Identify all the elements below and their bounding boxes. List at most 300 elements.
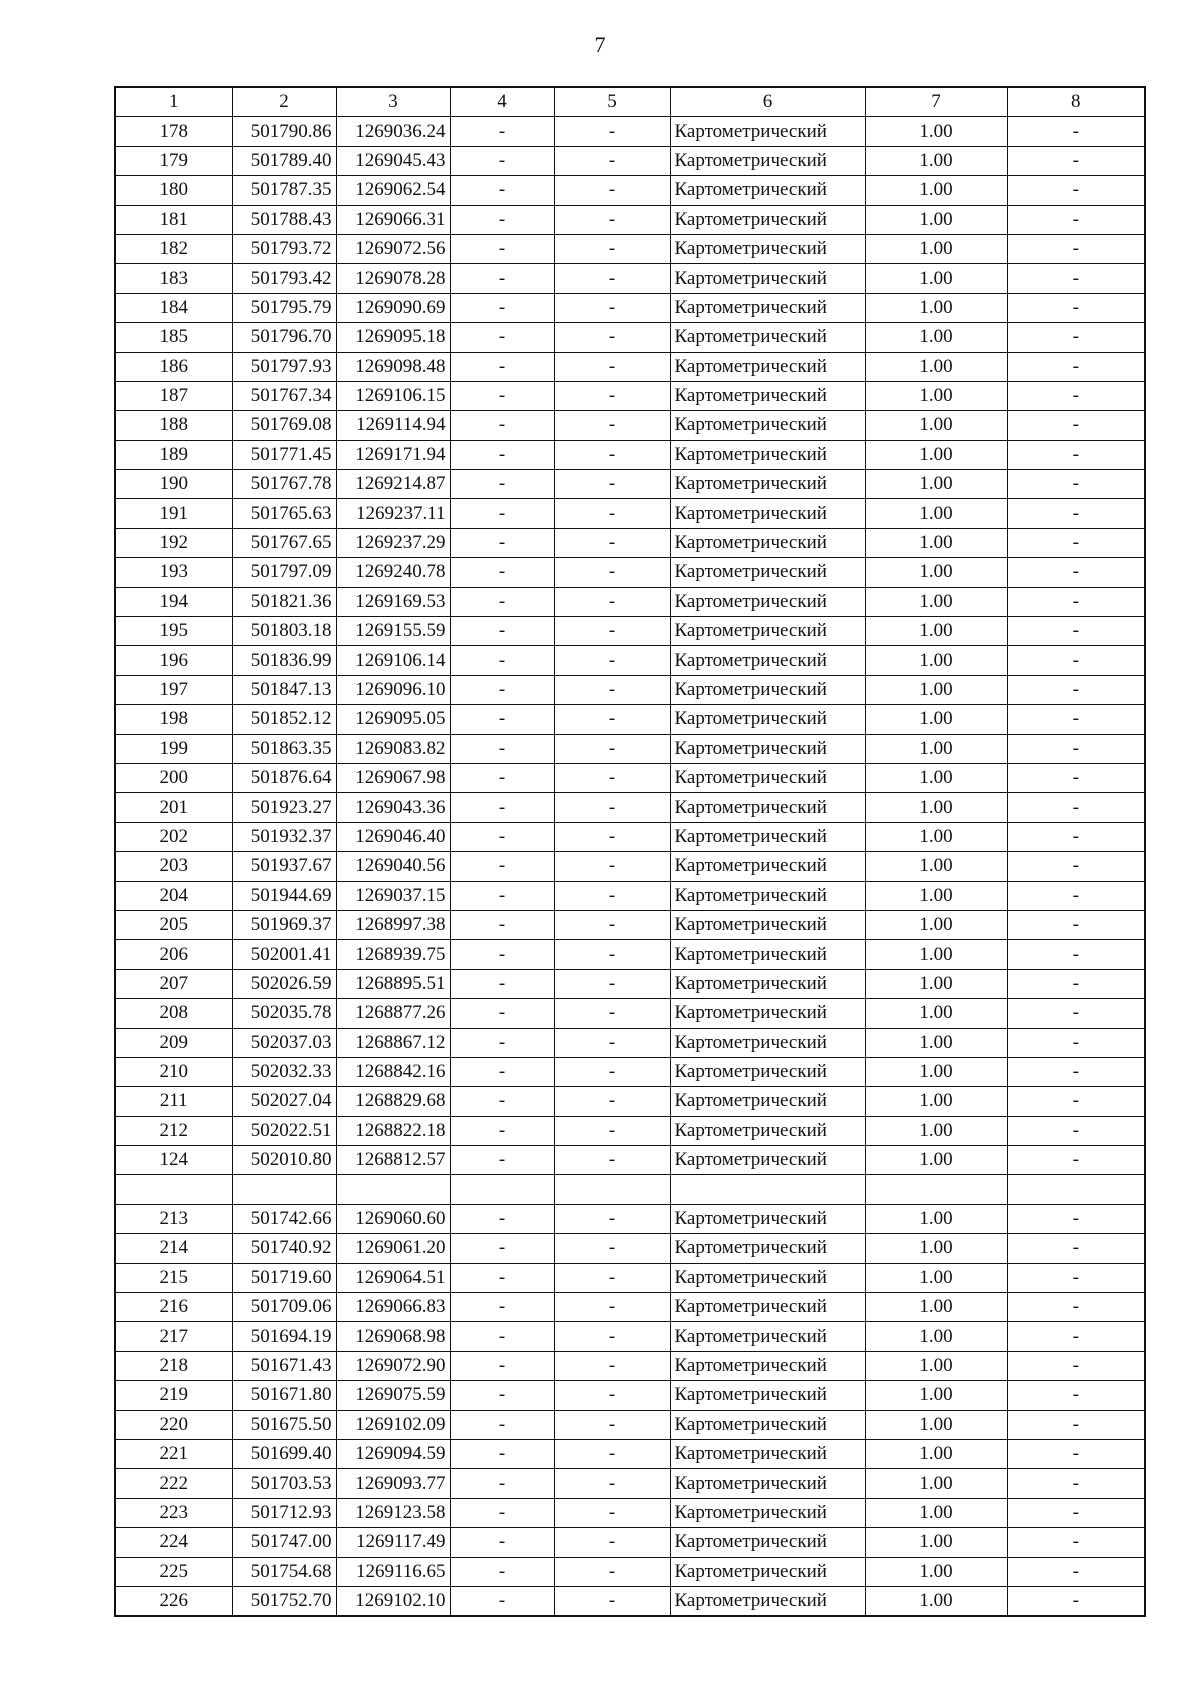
x-coordinate-cell: 501675.50 — [232, 1410, 336, 1439]
column-4-cell: - — [450, 587, 554, 616]
column-8-cell: - — [1007, 763, 1145, 792]
x-coordinate-cell: 501740.92 — [232, 1234, 336, 1263]
column-8-cell: - — [1007, 1410, 1145, 1439]
accuracy-cell: 1.00 — [865, 1439, 1007, 1468]
point-number-cell: 202 — [115, 822, 232, 851]
column-4-cell: - — [450, 881, 554, 910]
point-number-cell: 205 — [115, 910, 232, 939]
method-cell: Картометрический — [670, 822, 865, 851]
x-coordinate-cell: 501796.70 — [232, 323, 336, 352]
x-coordinate-cell: 501923.27 — [232, 793, 336, 822]
x-coordinate-cell: 501797.93 — [232, 352, 336, 381]
table-row — [115, 1351, 1145, 1380]
point-number-cell: 198 — [115, 705, 232, 734]
point-number-cell: 208 — [115, 999, 232, 1028]
column-8-cell: - — [1007, 587, 1145, 616]
column-8-cell: - — [1007, 734, 1145, 763]
accuracy-cell: 1.00 — [865, 793, 1007, 822]
accuracy-cell: 1.00 — [865, 1087, 1007, 1116]
column-4-cell — [450, 1175, 554, 1204]
column-5-cell: - — [554, 264, 670, 293]
point-number-cell: 213 — [115, 1204, 232, 1233]
coordinates-table — [114, 86, 1146, 1617]
column-8-cell: - — [1007, 675, 1145, 704]
table-row — [115, 1586, 1145, 1616]
column-8-cell: - — [1007, 646, 1145, 675]
column-header: 2 — [232, 87, 336, 117]
point-number-cell: 188 — [115, 411, 232, 440]
column-5-cell: - — [554, 352, 670, 381]
column-4-cell: - — [450, 1234, 554, 1263]
column-4-cell: - — [450, 1381, 554, 1410]
accuracy-cell: 1.00 — [865, 1469, 1007, 1498]
method-cell: Картометрический — [670, 323, 865, 352]
column-5-cell: - — [554, 1586, 670, 1616]
table-row — [115, 1557, 1145, 1586]
y-coordinate-cell: 1269093.77 — [336, 1469, 450, 1498]
column-5-cell: - — [554, 1439, 670, 1468]
y-coordinate-cell: 1269096.10 — [336, 675, 450, 704]
column-4-cell: - — [450, 1439, 554, 1468]
column-5-cell: - — [554, 675, 670, 704]
column-8-cell: - — [1007, 234, 1145, 263]
table-row — [115, 528, 1145, 557]
method-cell: Картометрический — [670, 117, 865, 146]
table-row — [115, 1498, 1145, 1527]
column-5-cell: - — [554, 734, 670, 763]
x-coordinate-cell: 501793.42 — [232, 264, 336, 293]
accuracy-cell: 1.00 — [865, 558, 1007, 587]
column-4-cell: - — [450, 352, 554, 381]
accuracy-cell: 1.00 — [865, 1028, 1007, 1057]
y-coordinate-cell: 1269083.82 — [336, 734, 450, 763]
column-4-cell: - — [450, 558, 554, 587]
point-number-cell: 224 — [115, 1528, 232, 1557]
y-coordinate-cell: 1268829.68 — [336, 1087, 450, 1116]
table-row — [115, 587, 1145, 616]
accuracy-cell: 1.00 — [865, 852, 1007, 881]
method-cell: Картометрический — [670, 852, 865, 881]
column-5-cell: - — [554, 1028, 670, 1057]
y-coordinate-cell: 1269061.20 — [336, 1234, 450, 1263]
column-8-cell: - — [1007, 1322, 1145, 1351]
y-coordinate-cell: 1269066.31 — [336, 205, 450, 234]
column-header: 5 — [554, 87, 670, 117]
x-coordinate-cell: 501790.86 — [232, 117, 336, 146]
x-coordinate-cell: 502037.03 — [232, 1028, 336, 1057]
column-4-cell: - — [450, 705, 554, 734]
method-cell: Картометрический — [670, 1586, 865, 1616]
column-8-cell: - — [1007, 146, 1145, 175]
column-4-cell: - — [450, 999, 554, 1028]
y-coordinate-cell: 1269040.56 — [336, 852, 450, 881]
point-number-cell: 210 — [115, 1057, 232, 1086]
column-4-cell: - — [450, 470, 554, 499]
column-8-cell: - — [1007, 1498, 1145, 1527]
accuracy-cell: 1.00 — [865, 1322, 1007, 1351]
point-number-cell: 192 — [115, 528, 232, 557]
table-row — [115, 558, 1145, 587]
method-cell: Картометрический — [670, 1028, 865, 1057]
column-5-cell: - — [554, 1204, 670, 1233]
table-row — [115, 793, 1145, 822]
x-coordinate-cell: 501847.13 — [232, 675, 336, 704]
column-8-cell: - — [1007, 910, 1145, 939]
accuracy-cell: 1.00 — [865, 411, 1007, 440]
method-cell: Картометрический — [670, 587, 865, 616]
column-8-cell: - — [1007, 264, 1145, 293]
x-coordinate-cell: 502027.04 — [232, 1087, 336, 1116]
point-number-cell: 180 — [115, 176, 232, 205]
point-number-cell: 199 — [115, 734, 232, 763]
table-row — [115, 293, 1145, 322]
column-4-cell: - — [450, 146, 554, 175]
column-4-cell: - — [450, 411, 554, 440]
table-row — [115, 1263, 1145, 1292]
y-coordinate-cell: 1269098.48 — [336, 352, 450, 381]
y-coordinate-cell: 1268867.12 — [336, 1028, 450, 1057]
point-number-cell: 186 — [115, 352, 232, 381]
column-8-cell: - — [1007, 1057, 1145, 1086]
x-coordinate-cell: 501747.00 — [232, 1528, 336, 1557]
column-8-cell: - — [1007, 1439, 1145, 1468]
y-coordinate-cell: 1269106.14 — [336, 646, 450, 675]
table-row — [115, 264, 1145, 293]
column-4-cell: - — [450, 1498, 554, 1527]
point-number-cell: 185 — [115, 323, 232, 352]
x-coordinate-cell: 501876.64 — [232, 763, 336, 792]
column-8-cell: - — [1007, 205, 1145, 234]
column-8-cell: - — [1007, 499, 1145, 528]
method-cell: Картометрический — [670, 1351, 865, 1380]
column-5-cell: - — [554, 1498, 670, 1527]
method-cell: Картометрический — [670, 1410, 865, 1439]
x-coordinate-cell: 501767.65 — [232, 528, 336, 557]
column-5-cell: - — [554, 234, 670, 263]
x-coordinate-cell: 501852.12 — [232, 705, 336, 734]
point-number-cell: 124 — [115, 1146, 232, 1175]
column-8-cell: - — [1007, 617, 1145, 646]
method-cell: Картометрический — [670, 1204, 865, 1233]
table-row — [115, 1028, 1145, 1057]
x-coordinate-cell: 502022.51 — [232, 1116, 336, 1145]
column-8-cell: - — [1007, 1146, 1145, 1175]
accuracy-cell: 1.00 — [865, 1586, 1007, 1616]
column-4-cell: - — [450, 940, 554, 969]
method-cell: Картометрический — [670, 734, 865, 763]
table-row — [115, 763, 1145, 792]
point-number-cell: 211 — [115, 1087, 232, 1116]
y-coordinate-cell: 1269090.69 — [336, 293, 450, 322]
method-cell: Картометрический — [670, 176, 865, 205]
column-8-cell: - — [1007, 176, 1145, 205]
column-header: 3 — [336, 87, 450, 117]
column-4-cell: - — [450, 234, 554, 263]
column-4-cell: - — [450, 1351, 554, 1380]
point-number-cell: 200 — [115, 763, 232, 792]
column-8-cell: - — [1007, 528, 1145, 557]
accuracy-cell: 1.00 — [865, 1116, 1007, 1145]
method-cell: Картометрический — [670, 969, 865, 998]
column-4-cell: - — [450, 117, 554, 146]
table-row — [115, 1116, 1145, 1145]
method-cell: Картометрический — [670, 940, 865, 969]
method-cell: Картометрический — [670, 705, 865, 734]
x-coordinate-cell: 501765.63 — [232, 499, 336, 528]
column-5-cell: - — [554, 558, 670, 587]
column-5-cell: - — [554, 411, 670, 440]
column-4-cell: - — [450, 793, 554, 822]
method-cell — [670, 1175, 865, 1204]
method-cell: Картометрический — [670, 1087, 865, 1116]
accuracy-cell: 1.00 — [865, 969, 1007, 998]
table-row — [115, 146, 1145, 175]
column-5-cell: - — [554, 1263, 670, 1292]
y-coordinate-cell: 1269214.87 — [336, 470, 450, 499]
table-row — [115, 1175, 1145, 1204]
point-number-cell: 196 — [115, 646, 232, 675]
column-header: 1 — [115, 87, 232, 117]
column-4-cell: - — [450, 264, 554, 293]
table-row — [115, 499, 1145, 528]
column-8-cell: - — [1007, 1263, 1145, 1292]
table-row — [115, 1381, 1145, 1410]
method-cell: Картометрический — [670, 1057, 865, 1086]
method-cell: Картометрический — [670, 528, 865, 557]
x-coordinate-cell: 501793.72 — [232, 234, 336, 263]
x-coordinate-cell: 501944.69 — [232, 881, 336, 910]
x-coordinate-cell: 501719.60 — [232, 1263, 336, 1292]
accuracy-cell: 1.00 — [865, 822, 1007, 851]
point-number-cell: 197 — [115, 675, 232, 704]
column-8-cell: - — [1007, 117, 1145, 146]
y-coordinate-cell: 1269106.15 — [336, 381, 450, 410]
point-number-cell: 218 — [115, 1351, 232, 1380]
table-row — [115, 234, 1145, 263]
column-4-cell: - — [450, 1057, 554, 1086]
point-number-cell: 204 — [115, 881, 232, 910]
column-header: 6 — [670, 87, 865, 117]
table-row — [115, 1293, 1145, 1322]
column-header: 8 — [1007, 87, 1145, 117]
method-cell: Картометрический — [670, 1322, 865, 1351]
x-coordinate-cell: 501836.99 — [232, 646, 336, 675]
column-5-cell: - — [554, 146, 670, 175]
point-number-cell: 215 — [115, 1263, 232, 1292]
column-4-cell: - — [450, 822, 554, 851]
y-coordinate-cell: 1269078.28 — [336, 264, 450, 293]
accuracy-cell: 1.00 — [865, 528, 1007, 557]
x-coordinate-cell: 501742.66 — [232, 1204, 336, 1233]
column-8-cell: - — [1007, 822, 1145, 851]
method-cell: Картометрический — [670, 499, 865, 528]
accuracy-cell: 1.00 — [865, 117, 1007, 146]
point-number-cell: 187 — [115, 381, 232, 410]
y-coordinate-cell: 1268822.18 — [336, 1116, 450, 1145]
accuracy-cell: 1.00 — [865, 705, 1007, 734]
column-5-cell: - — [554, 1116, 670, 1145]
method-cell: Картометрический — [670, 205, 865, 234]
column-5-cell: - — [554, 1410, 670, 1439]
column-5-cell: - — [554, 969, 670, 998]
column-5-cell — [554, 1175, 670, 1204]
accuracy-cell — [865, 1175, 1007, 1204]
accuracy-cell: 1.00 — [865, 1410, 1007, 1439]
accuracy-cell: 1.00 — [865, 1351, 1007, 1380]
point-number-cell: 223 — [115, 1498, 232, 1527]
y-coordinate-cell: 1269064.51 — [336, 1263, 450, 1292]
method-cell: Картометрический — [670, 264, 865, 293]
column-4-cell: - — [450, 617, 554, 646]
column-4-cell: - — [450, 1028, 554, 1057]
column-4-cell: - — [450, 1116, 554, 1145]
column-5-cell: - — [554, 852, 670, 881]
table-row — [115, 176, 1145, 205]
accuracy-cell: 1.00 — [865, 264, 1007, 293]
y-coordinate-cell: 1268877.26 — [336, 999, 450, 1028]
method-cell: Картометрический — [670, 1528, 865, 1557]
column-header: 4 — [450, 87, 554, 117]
column-4-cell: - — [450, 1469, 554, 1498]
column-5-cell: - — [554, 440, 670, 469]
column-8-cell: - — [1007, 1586, 1145, 1616]
accuracy-cell: 1.00 — [865, 176, 1007, 205]
method-cell: Картометрический — [670, 1116, 865, 1145]
y-coordinate-cell: 1269072.56 — [336, 234, 450, 263]
y-coordinate-cell: 1269155.59 — [336, 617, 450, 646]
x-coordinate-cell: 501969.37 — [232, 910, 336, 939]
x-coordinate-cell: 502035.78 — [232, 999, 336, 1028]
column-5-cell: - — [554, 1557, 670, 1586]
column-8-cell: - — [1007, 940, 1145, 969]
table-row — [115, 352, 1145, 381]
y-coordinate-cell: 1269045.43 — [336, 146, 450, 175]
method-cell: Картометрический — [670, 763, 865, 792]
table-row — [115, 1322, 1145, 1351]
column-8-cell: - — [1007, 440, 1145, 469]
accuracy-cell: 1.00 — [865, 646, 1007, 675]
column-5-cell: - — [554, 176, 670, 205]
point-number-cell: 206 — [115, 940, 232, 969]
x-coordinate-cell: 501709.06 — [232, 1293, 336, 1322]
accuracy-cell: 1.00 — [865, 1204, 1007, 1233]
method-cell: Картометрический — [670, 1381, 865, 1410]
column-header: 7 — [865, 87, 1007, 117]
column-4-cell: - — [450, 675, 554, 704]
table-row — [115, 1528, 1145, 1557]
y-coordinate-cell: 1268842.16 — [336, 1057, 450, 1086]
table-row — [115, 470, 1145, 499]
table-row — [115, 940, 1145, 969]
point-number-cell: 190 — [115, 470, 232, 499]
method-cell: Картометрический — [670, 1234, 865, 1263]
column-8-cell: - — [1007, 793, 1145, 822]
x-coordinate-cell: 501795.79 — [232, 293, 336, 322]
table-row — [115, 381, 1145, 410]
method-cell: Картометрический — [670, 234, 865, 263]
accuracy-cell: 1.00 — [865, 499, 1007, 528]
table-body — [115, 117, 1145, 1616]
y-coordinate-cell: 1269095.18 — [336, 323, 450, 352]
column-5-cell: - — [554, 117, 670, 146]
column-4-cell: - — [450, 1204, 554, 1233]
column-8-cell: - — [1007, 1528, 1145, 1557]
column-4-cell: - — [450, 763, 554, 792]
column-4-cell: - — [450, 910, 554, 939]
method-cell: Картометрический — [670, 881, 865, 910]
column-4-cell: - — [450, 734, 554, 763]
point-number-cell — [115, 1175, 232, 1204]
table-row — [115, 617, 1145, 646]
x-coordinate-cell: 501671.43 — [232, 1351, 336, 1380]
column-5-cell: - — [554, 381, 670, 410]
accuracy-cell: 1.00 — [865, 1234, 1007, 1263]
accuracy-cell: 1.00 — [865, 1146, 1007, 1175]
method-cell: Картометрический — [670, 352, 865, 381]
method-cell: Картометрический — [670, 293, 865, 322]
accuracy-cell: 1.00 — [865, 1293, 1007, 1322]
y-coordinate-cell: 1269067.98 — [336, 763, 450, 792]
x-coordinate-cell: 501789.40 — [232, 146, 336, 175]
x-coordinate-cell: 502032.33 — [232, 1057, 336, 1086]
x-coordinate-cell: 501703.53 — [232, 1469, 336, 1498]
column-4-cell: - — [450, 499, 554, 528]
table-row — [115, 881, 1145, 910]
y-coordinate-cell: 1269068.98 — [336, 1322, 450, 1351]
table-row — [115, 440, 1145, 469]
point-number-cell: 221 — [115, 1439, 232, 1468]
y-coordinate-cell — [336, 1175, 450, 1204]
accuracy-cell: 1.00 — [865, 675, 1007, 704]
y-coordinate-cell: 1268997.38 — [336, 910, 450, 939]
method-cell: Картометрический — [670, 411, 865, 440]
y-coordinate-cell: 1269169.53 — [336, 587, 450, 616]
table-row — [115, 1057, 1145, 1086]
x-coordinate-cell: 501694.19 — [232, 1322, 336, 1351]
column-5-cell: - — [554, 646, 670, 675]
y-coordinate-cell: 1269037.15 — [336, 881, 450, 910]
x-coordinate-cell: 501767.78 — [232, 470, 336, 499]
point-number-cell: 183 — [115, 264, 232, 293]
point-number-cell: 189 — [115, 440, 232, 469]
column-8-cell: - — [1007, 705, 1145, 734]
x-coordinate-cell: 501797.09 — [232, 558, 336, 587]
point-number-cell: 226 — [115, 1586, 232, 1616]
column-4-cell: - — [450, 440, 554, 469]
y-coordinate-cell: 1269102.10 — [336, 1586, 450, 1616]
column-5-cell: - — [554, 1146, 670, 1175]
method-cell: Картометрический — [670, 1498, 865, 1527]
column-4-cell: - — [450, 323, 554, 352]
column-8-cell: - — [1007, 1351, 1145, 1380]
table-row — [115, 1087, 1145, 1116]
column-5-cell: - — [554, 1528, 670, 1557]
column-4-cell: - — [450, 969, 554, 998]
column-4-cell: - — [450, 1410, 554, 1439]
page-number: 7 — [594, 32, 606, 57]
column-4-cell: - — [450, 852, 554, 881]
column-8-cell: - — [1007, 352, 1145, 381]
y-coordinate-cell: 1268812.57 — [336, 1146, 450, 1175]
accuracy-cell: 1.00 — [865, 1057, 1007, 1086]
accuracy-cell: 1.00 — [865, 381, 1007, 410]
table-row — [115, 852, 1145, 881]
column-8-cell: - — [1007, 1116, 1145, 1145]
column-5-cell: - — [554, 205, 670, 234]
column-8-cell: - — [1007, 411, 1145, 440]
column-5-cell: - — [554, 528, 670, 557]
x-coordinate-cell: 501821.36 — [232, 587, 336, 616]
